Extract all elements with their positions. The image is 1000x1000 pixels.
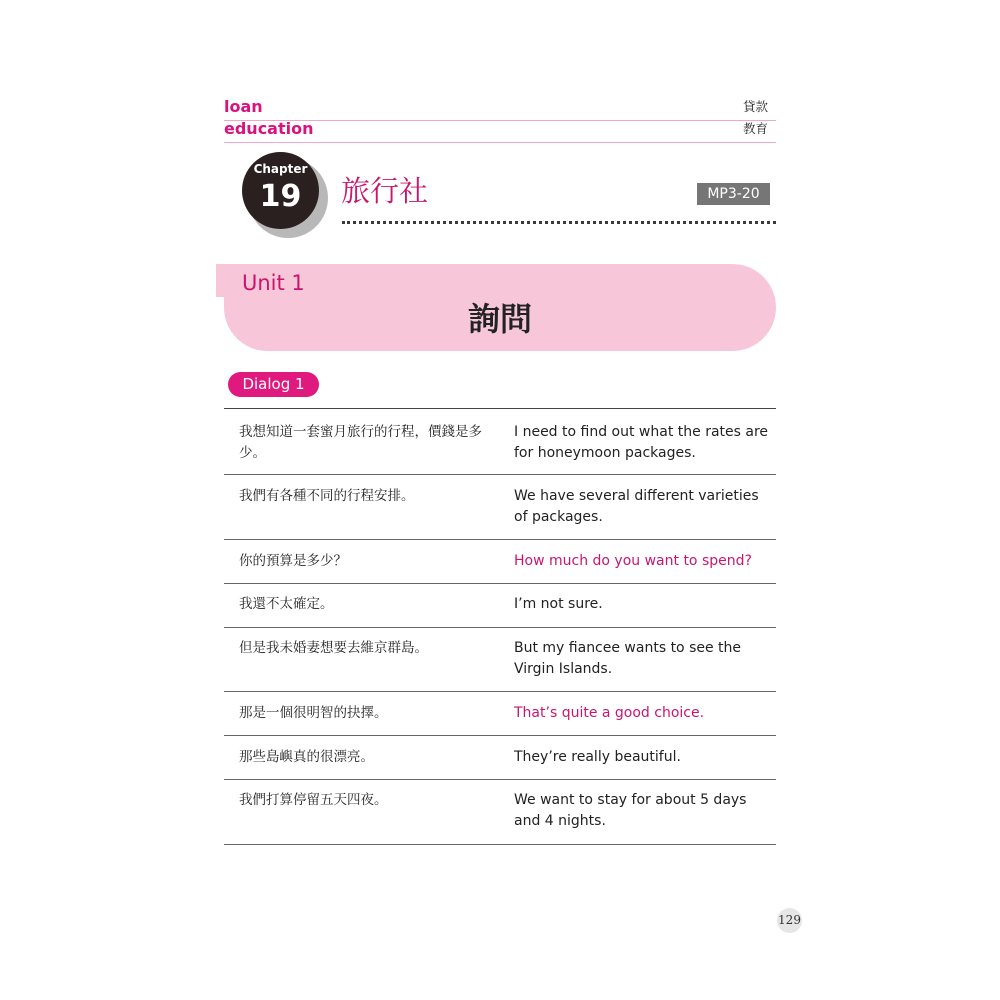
- dialog-english: That’s quite a good choice.: [514, 705, 705, 721]
- dialog-chinese: 我還不太確定。: [239, 596, 334, 612]
- dialog-chinese: 我們打算停留五天四夜。: [239, 792, 388, 808]
- chapter-number: 19: [259, 179, 302, 214]
- dialog-row: [224, 584, 776, 628]
- dialog-row: [224, 475, 776, 540]
- chapter-badge: [242, 152, 319, 229]
- dialog-chinese: 我想知道一套蜜月旅行的行程，價錢是多少。: [239, 424, 482, 461]
- unit-title: 詢問: [467, 300, 532, 338]
- vocab-row: [224, 98, 776, 121]
- dialog-chinese: 那些島嶼真的很漂亮。: [239, 749, 374, 765]
- dotted-divider: [342, 221, 776, 224]
- chapter-title: 旅行社: [341, 174, 429, 208]
- dialog-english: They’re really beautiful.: [514, 749, 681, 765]
- vocab-row: [224, 120, 776, 143]
- vocab-english: loan: [224, 97, 263, 116]
- dialog-english: I’m not sure.: [514, 596, 603, 612]
- dialog-row: [224, 692, 776, 736]
- audio-track-badge: MP3-20: [697, 183, 770, 205]
- dialog-english: We want to stay for about 5 days and 4 nights.: [514, 792, 747, 829]
- dialog-label: Dialog 1: [228, 372, 319, 397]
- dialog-chinese: 但是我未婚妻想要去維京群島。: [239, 640, 428, 656]
- dialog-row: [224, 628, 776, 692]
- vocab-english: education: [224, 119, 314, 138]
- dialog-english: How much do you want to spend?: [514, 553, 752, 569]
- dialog-row: [224, 736, 776, 780]
- unit-label: Unit 1: [242, 271, 305, 295]
- dialog-row: [224, 409, 776, 475]
- dialog-english: But my fiancee wants to see the Virgin Islands.: [514, 640, 742, 677]
- chapter-label: Chapter: [253, 162, 308, 176]
- dialog-english: We have several different varieties of packages.: [514, 488, 759, 525]
- vocab-chinese: 教育: [742, 121, 768, 136]
- page-number: 129: [777, 908, 802, 933]
- dialog-row: [224, 540, 776, 584]
- vocab-chinese: 貸款: [742, 99, 768, 114]
- dialog-row: [224, 780, 776, 845]
- dialog-chinese: 你的預算是多少？: [239, 553, 347, 569]
- dialog-chinese: 那是一個很明智的抉擇。: [239, 705, 388, 721]
- dialog-chinese: 我們有各種不同的行程安排。: [239, 488, 415, 504]
- dialog-english: I need to find out what the rates are for honeymoon packages.: [514, 424, 769, 461]
